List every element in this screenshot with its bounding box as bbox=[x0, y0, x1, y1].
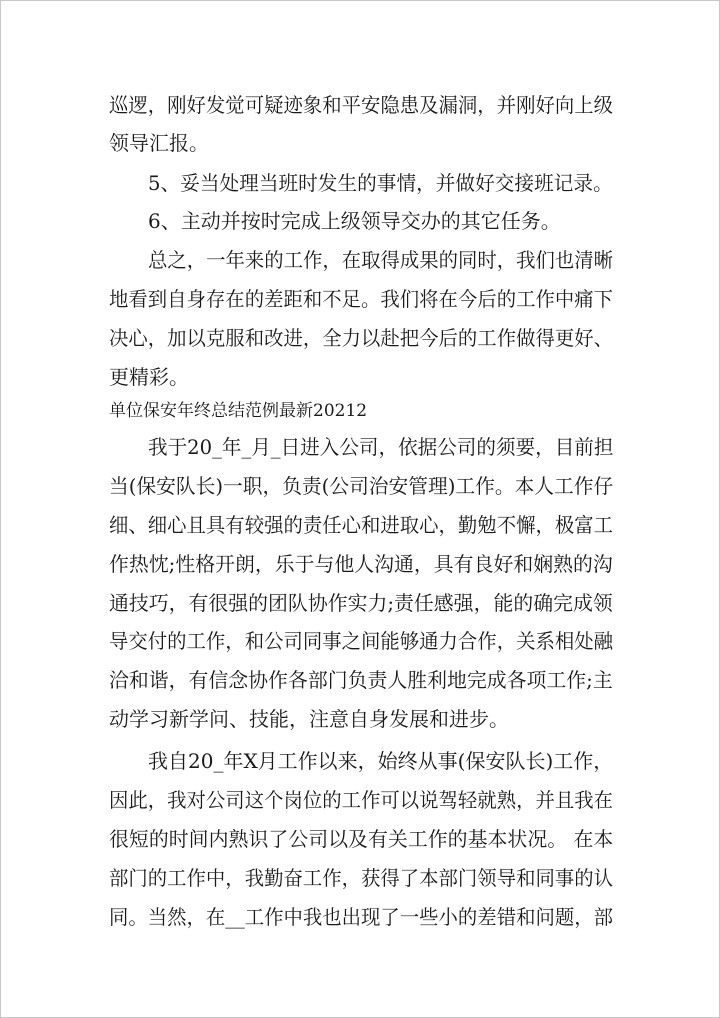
text-line: 领导汇报。 bbox=[109, 131, 209, 155]
text-line: 细、细心且具有较强的责任心和进取心，勤勉不懈，极富工 bbox=[109, 513, 613, 537]
text-line: 作热忱;性格开朗，乐于与他人沟通，具有良好和娴熟的沟 bbox=[109, 552, 613, 576]
text-line: 部门的工作中，我勤奋工作，获得了本部门领导和同事的认 bbox=[109, 866, 613, 890]
text-line: 巡逻，刚好发觉可疑迹象和平安隐患及漏洞，并刚好向上级 bbox=[109, 93, 613, 117]
text-line: 通技巧，有很强的团队协作实力;责任感强，能的确完成领 bbox=[109, 591, 613, 615]
text-line: 导交付的工作，和公司同事之间能够通力合作，关系相处融 bbox=[109, 629, 613, 653]
text-line: 6、主动并按时完成上级领导交办的其它任务。 bbox=[148, 209, 561, 233]
text-line: 动学习新学问、技能，注意自身发展和进步。 bbox=[109, 707, 509, 731]
text-line: 因此，我对公司这个岗位的工作可以说驾轻就熟，并且我在 bbox=[109, 788, 613, 812]
text-line: 总之，一年来的工作，在取得成果的同时，我们也清晰 bbox=[148, 248, 613, 272]
text-line: 我自20_年X月工作以来，始终从事(保安队长)工作， bbox=[148, 749, 614, 773]
text-line: 洽和谐，有信念协作各部门负责人胜利地完成各项工作;主 bbox=[109, 668, 613, 692]
text-line: 5、妥当处理当班时发生的事情，并做好交接班记录。 bbox=[148, 171, 613, 195]
section-heading: 单位保安年终总结范例最新20212 bbox=[109, 401, 368, 421]
text-line: 更精彩。 bbox=[109, 365, 189, 389]
text-line: 决心，加以克服和改进，全力以赴把今后的工作做得更好、 bbox=[109, 326, 613, 350]
text-line: 当(保安队长)一职，负责(公司治安管理)工作。本人工作仔 bbox=[109, 474, 614, 498]
text-line: 地看到自身存在的差距和不足。我们将在今后的工作中痛下 bbox=[109, 287, 613, 311]
text-line: 同。当然，在__工作中我也出现了一些小的差错和问题，部 bbox=[109, 905, 613, 929]
text-line: 我于20_年_月_日进入公司，依据公司的须要，目前担 bbox=[148, 435, 614, 459]
text-line: 很短的时间内熟识了公司以及有关工作的基本状况。 在本 bbox=[109, 827, 614, 851]
